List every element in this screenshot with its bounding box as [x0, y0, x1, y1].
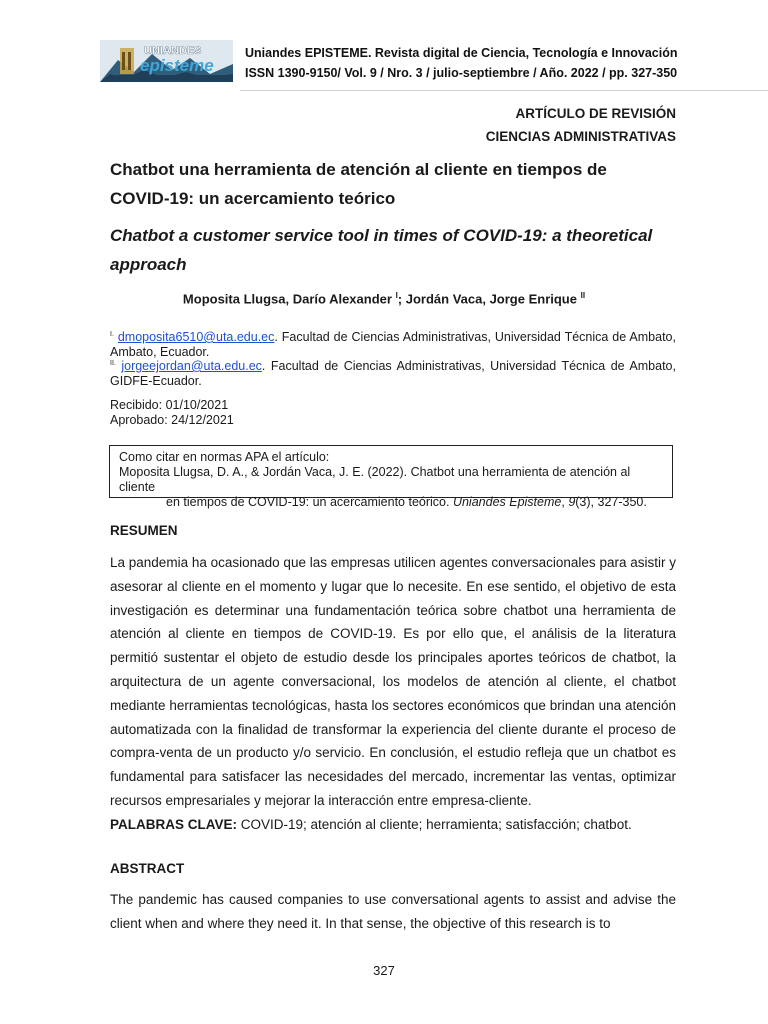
citation-separator: ,	[561, 495, 569, 509]
email-link-1[interactable]: dmoposita6510@uta.edu.ec	[117, 330, 275, 345]
affiliation-2-text: . Facultad de Ciencias Administrativas, Universidad Técnica de Ambato, GIDFE-Ecuador.	[110, 359, 676, 389]
author-2-mark: II	[580, 291, 586, 300]
article-type: ARTÍCULO DE REVISIÓN	[515, 106, 676, 121]
authors	[0, 291, 768, 306]
keywords-label: PALABRAS CLAVE:	[110, 816, 237, 832]
author-2: Jordán Vaca, Jorge Enrique	[405, 291, 577, 307]
citation-box	[109, 445, 673, 509]
affiliation-1-text: . Facultad de Ciencias Administrativas, Universidad Técnica de Ambato, Ambato, Ecuador.	[110, 330, 676, 360]
approved-date: Aprobado: 24/12/2021	[110, 413, 234, 427]
affiliation-2-mark: II.	[110, 360, 116, 367]
header-rule	[240, 90, 768, 91]
resumen-text: La pandemia ha ocasionado que las empresas utilicen agentes conversacionales para asistir y asesorar al cliente en el momento y lugar que lo necesite. En ese sentido, el objetivo de esta investigación es determinar una fundamentación teórica sobre chatbot una herramienta de atención al cliente en tiempos de COVID-19. Es por ello que, el análisis de la literatura permitió sustentar el objeto de estudio desde los principales aportes teóricos de chatbot, la arquitectura de un agente conversacional, los modelos de atención al cliente, el chatbot mediante herramientas tecnológicas, hasta los sectores económicos que brindan una atención automatizada con la finalidad de transformar la experiencia del cliente durante el proceso de compra-venta de un producto y/o servicio. En conclusión, el estudio refleja que un chatbot es fundamental para satisfacer las necesidades del mercado, incrementar las ventas, optimizar recursos empresariales y mejorar la interacción entre empresa-cliente.	[110, 555, 676, 808]
resumen-heading: RESUMEN	[110, 523, 178, 538]
received-date: Recibido: 01/10/2021	[110, 398, 229, 412]
title-spanish: Chatbot una herramienta de atención al cliente en tiempos de COVID-19: un acercamiento teórico	[110, 160, 607, 208]
affiliation-1-mark: I.	[110, 331, 114, 338]
journal-logo	[100, 40, 233, 82]
author-1: Moposita Llugsa, Darío Alexander	[182, 291, 392, 307]
page-header	[0, 0, 768, 100]
abstract-heading: ABSTRACT	[110, 861, 185, 876]
citation-line-1: Moposita Llugsa, D. A., & Jordán Vaca, J. E. (2022). Chatbot una herramienta de atención al cliente	[119, 465, 631, 494]
author-1-mark: I	[395, 291, 398, 300]
author-separator: ;	[397, 291, 406, 307]
citation-rest: (3), 327-350.	[575, 495, 647, 509]
issn-line: ISSN 1390-9150/ Vol. 9 / Nro. 3 / julio-septiembre / Año. 2022 / pp. 327-350	[245, 66, 678, 80]
citation-line-2-text: en tiempos de COVID-19: un acercamiento teórico.	[166, 495, 453, 509]
title-english: Chatbot a customer service tool in times of COVID-19: a theoretical approach	[110, 226, 653, 274]
email-link-2[interactable]: jorgeejordan@uta.edu.ec	[121, 359, 262, 374]
dates	[110, 398, 234, 428]
svg-text:UNIANDES: UNIANDES	[144, 45, 202, 57]
citation-volume: 9	[568, 495, 576, 509]
abstract-body: The pandemic has caused companies to use conversational agents to assist and advise the client when and where they need it. In that sense, the objective of this research is to	[110, 892, 676, 931]
page-number: 327	[373, 963, 395, 978]
citation-label: Como citar en normas APA el artículo:	[119, 450, 330, 464]
article-area: CIENCIAS ADMINISTRATIVAS	[485, 129, 676, 144]
journal-name: Uniandes EPISTEME. Revista digital de Ciencia, Tecnología e Innovación	[245, 46, 678, 60]
citation-journal: Uniandes Episteme	[452, 495, 562, 509]
journal-info	[245, 43, 678, 83]
svg-text:episteme: episteme	[140, 56, 214, 75]
keywords-list: COVID-19; atención al cliente; herramienta; satisfacción; chatbot.	[237, 816, 632, 832]
citation-line-2	[119, 495, 666, 510]
affiliation-2	[110, 356, 676, 389]
resumen-body	[110, 551, 676, 837]
